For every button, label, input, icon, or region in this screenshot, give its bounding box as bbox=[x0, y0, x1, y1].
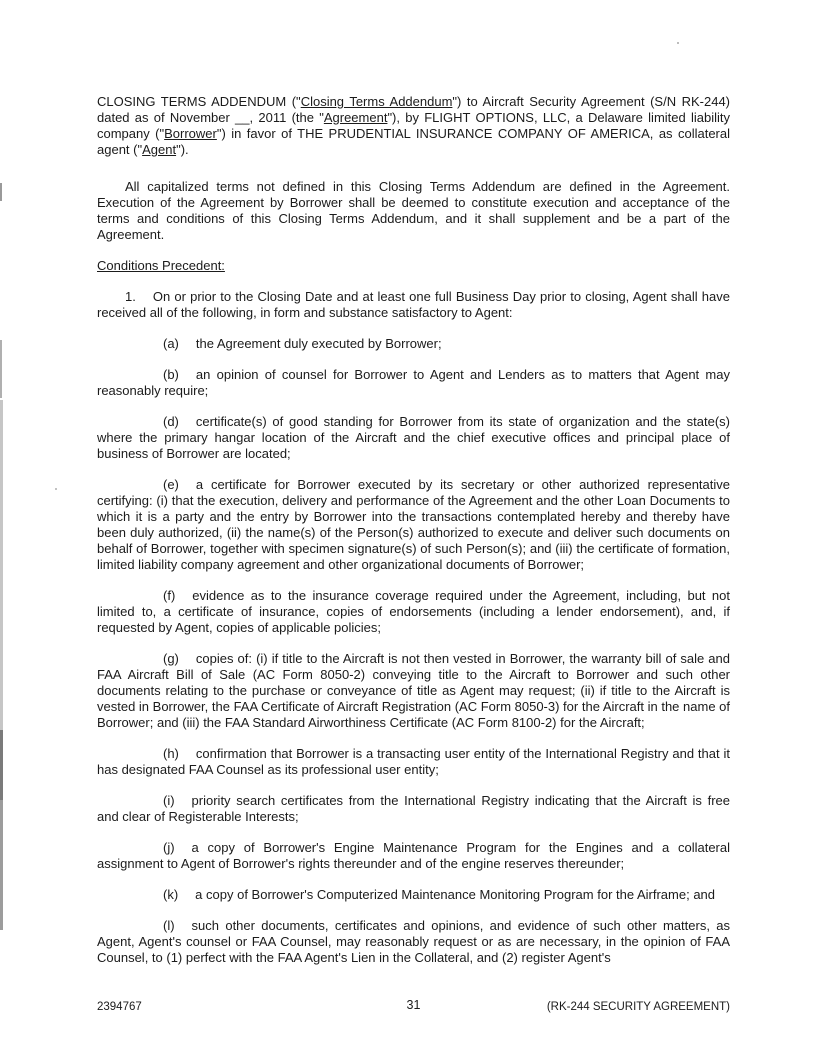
text-run: the Agreement duly executed by Borrower; bbox=[195, 336, 442, 351]
scan-artifact bbox=[55, 488, 57, 490]
clause-k bbox=[97, 887, 730, 903]
clause-label: 1. bbox=[125, 289, 136, 304]
document-body bbox=[97, 94, 730, 981]
text-run: a certificate for Borrower executed by its secretary or other authorized representative certifying: (i) that the execution, delivery and performance of the Agreement and the other Loan Documents to which it is a party and the entry by Borrower into the transactions contemplated hereby and thereby have been duly authorized, (ii) the name(s) of the Person(s) authorized to execute and deliver such documents on behalf of Borrower, together with specimen signature(s) of such Person(s); and (iii) the certificate of formation, limited liability company agreement and other organizational documents of Borrower; bbox=[97, 477, 730, 572]
text-run: such other documents, certificates and opinions, and evidence of such other matters, as Agent, Agent's counsel or FAA Counsel, may reasonably request or as are necessary, in the opinion of FAA Counsel, to (1) perfect with the FAA Agent's Lien in the Collateral, and (2) register Agent's bbox=[97, 918, 730, 965]
clause-d bbox=[97, 414, 730, 462]
clause-label: (h) bbox=[163, 746, 179, 761]
clause-label: (i) bbox=[163, 793, 175, 808]
clause-j bbox=[97, 840, 730, 872]
heading-conditions-precedent bbox=[97, 258, 730, 274]
clause-label: (l) bbox=[163, 918, 175, 933]
clause-g bbox=[97, 651, 730, 731]
clause-label: (e) bbox=[163, 477, 179, 492]
clause-label: (k) bbox=[163, 887, 179, 902]
underlined-text: Conditions Precedent: bbox=[97, 258, 225, 273]
paragraph-intro bbox=[97, 94, 730, 158]
footer-page-number: 31 bbox=[406, 998, 421, 1012]
scan-artifact bbox=[0, 340, 2, 398]
underlined-text: Agreement bbox=[323, 110, 388, 125]
page-footer bbox=[97, 998, 730, 1016]
clause-label: (b) bbox=[163, 367, 179, 382]
scan-artifact bbox=[0, 800, 3, 930]
paragraph-capitalized-terms bbox=[97, 179, 730, 243]
text-run: evidence as to the insurance coverage required under the Agreement, including, but not limited to, a certificate of insurance, copies of endorsements (including a lender endorsement), and, if requested by Agent, copies of applicable policies; bbox=[97, 588, 730, 635]
text-run: certificate(s) of good standing for Borrower from its state of organization and the state(s) where the primary hangar location of the Aircraft and the chief executive offices and principal place of business of Borrower are located; bbox=[97, 414, 730, 461]
clause-i bbox=[97, 793, 730, 825]
clause-l bbox=[97, 918, 730, 966]
scan-artifact bbox=[0, 400, 3, 730]
text-run: copies of: (i) if title to the Aircraft is not then vested in Borrower, the warranty bill of sale and FAA Aircraft Bill of Sale (AC Form 8050-2) conveying title to the Aircraft to Borrower and such other documents relating to the purchase or conveyance of title as Agent may request; (ii) if title to the Aircraft is vested in Borrower, the FAA Certificate of Aircraft Registration (AC Form 8050-3) for the Aircraft in the name of Borrower; and (iii) the FAA Standard Airworthiness Certificate (AC Form 8100-2) for the Aircraft; bbox=[97, 651, 730, 730]
text-run: "). bbox=[176, 142, 189, 157]
text-run: a copy of Borrower's Engine Maintenance Program for the Engines and a collateral assignment to Agent of Borrower's rights thereunder and of the engine reserves thereunder; bbox=[97, 840, 730, 871]
clause-label: (f) bbox=[163, 588, 176, 603]
underlined-text: Borrower bbox=[164, 126, 217, 141]
text-run: an opinion of counsel for Borrower to Agent and Lenders as to matters that Agent may reasonably require; bbox=[97, 367, 730, 398]
clause-label: (g) bbox=[163, 651, 179, 666]
clause-label: (j) bbox=[163, 840, 175, 855]
clause-e bbox=[97, 477, 730, 573]
clause-1 bbox=[97, 289, 730, 321]
clause-h bbox=[97, 746, 730, 778]
text-run: priority search certificates from the International Registry indicating that the Aircraft is free and clear of Registerable Interests; bbox=[97, 793, 730, 824]
clause-f bbox=[97, 588, 730, 636]
underlined-text: Closing Terms Addendum bbox=[300, 94, 453, 109]
text-run: ") to Aircraft Security Agreement (S/N RK-244) dated as of November __, 2011 (the " bbox=[97, 94, 731, 125]
scan-artifact bbox=[0, 730, 3, 800]
text-run: a copy of Borrower's Computerized Maintenance Monitoring Program for the Airframe; and bbox=[195, 887, 716, 902]
clause-label: (d) bbox=[163, 414, 179, 429]
text-run: confirmation that Borrower is a transacting user entity of the International Registry and that it has designated FAA Counsel as its professional user entity; bbox=[97, 746, 730, 777]
text-run: CLOSING TERMS ADDENDUM (" bbox=[97, 94, 301, 109]
footer-doc-tag: (RK-244 SECURITY AGREEMENT) bbox=[546, 1001, 730, 1013]
clause-a bbox=[97, 336, 730, 352]
text-run: On or prior to the Closing Date and at least one full Business Day prior to closing, Agent shall have received all of the following, in form and substance satisfactory to Agent: bbox=[97, 289, 730, 320]
text-run: ") in favor of THE PRUDENTIAL INSURANCE COMPANY OF AMERICA, as collateral agent (" bbox=[97, 126, 730, 157]
text-run: "), by FLIGHT OPTIONS, LLC, a Delaware limited liability company (" bbox=[97, 110, 730, 141]
clause-label: (a) bbox=[163, 336, 179, 351]
underlined-text: Agent bbox=[142, 142, 177, 157]
footer-doc-number: 2394767 bbox=[97, 1001, 142, 1013]
clause-b bbox=[97, 367, 730, 399]
scan-artifact bbox=[0, 183, 2, 201]
scan-artifact bbox=[677, 42, 679, 44]
text-run: All capitalized terms not defined in this Closing Terms Addendum are defined in the Agreement. Execution of the Agreement by Borrower shall be deemed to constitute execution and acceptance of the terms and conditions of this Closing Terms Addendum, and it shall supplement and be a part of the Agreement. bbox=[97, 179, 730, 242]
